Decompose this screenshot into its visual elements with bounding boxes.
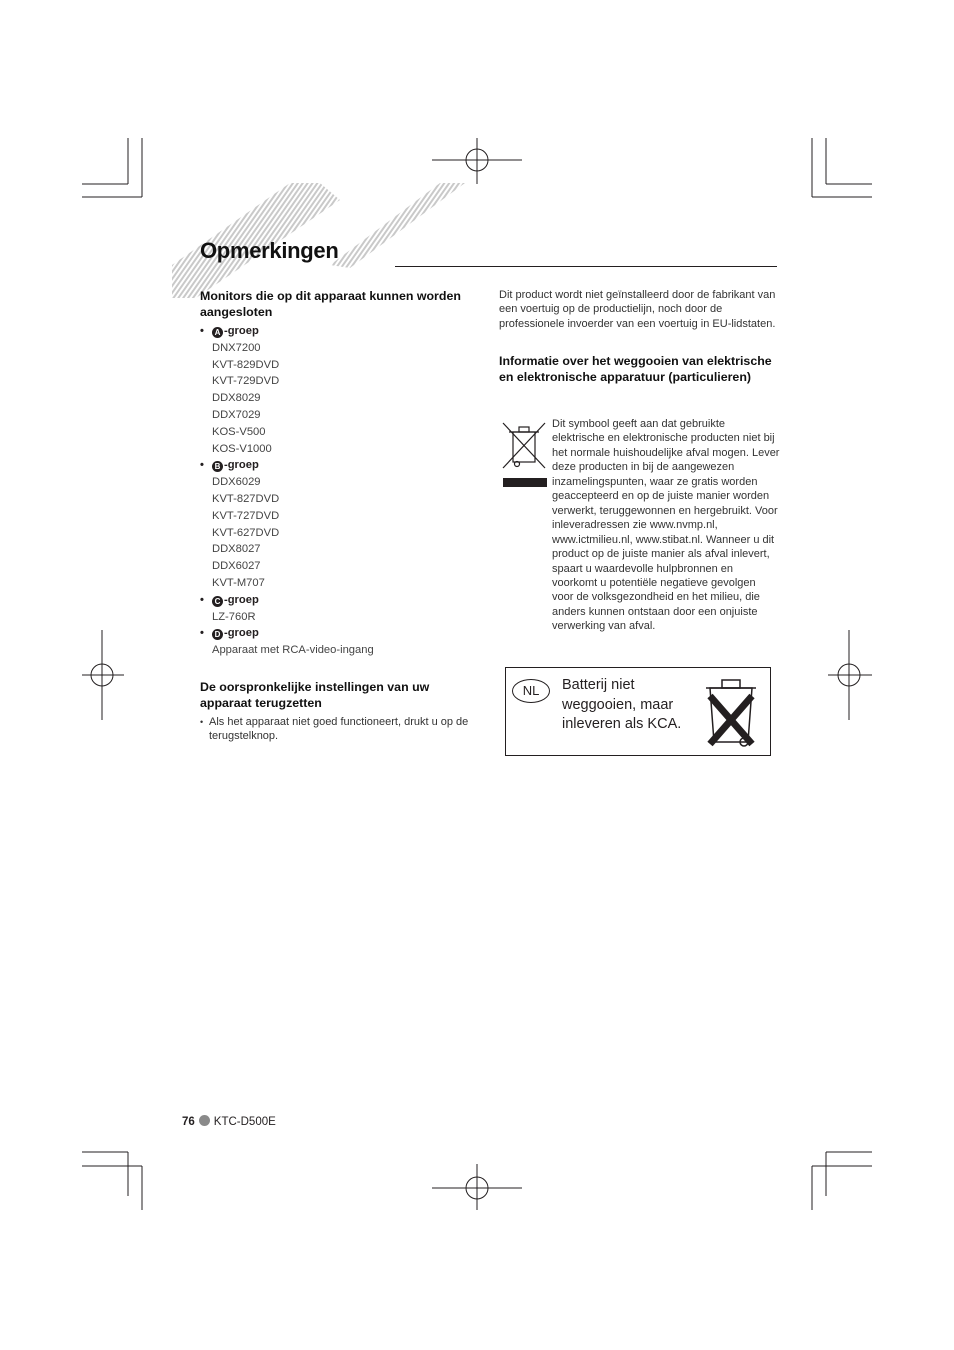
page-title: Opmerkingen xyxy=(200,238,339,263)
model-item: KVT-829DVD xyxy=(212,358,280,371)
model-item: KVT-627DVD xyxy=(212,526,280,539)
group-label: -groep xyxy=(224,325,259,337)
nl-badge: NL xyxy=(512,679,550,703)
group-badge: A xyxy=(212,327,223,338)
group-label: -groep xyxy=(224,627,259,640)
page-footer xyxy=(182,1115,276,1128)
kca-text: Batterij niet weggooien, maar inleveren als KCA. xyxy=(562,677,682,732)
reset-bullet: • Als het apparaat niet goed functioneert, drukt u op de terugstelknop. xyxy=(200,715,480,744)
model-item: Apparaat met RCA-video-ingang xyxy=(212,644,374,657)
model-item: DDX6029 xyxy=(212,476,261,489)
page-number: 76 xyxy=(182,1116,195,1128)
right-column xyxy=(499,288,779,385)
title-rule xyxy=(395,266,777,267)
model-item: LZ-760R xyxy=(212,610,256,623)
reset-heading: De oorspronkelijke instellingen van uw apparaat terugzetten xyxy=(200,679,430,710)
group-c: • C -groep LZ-760R xyxy=(200,592,480,626)
group-badge: D xyxy=(212,629,223,640)
group-a: • A -groep DNX7200 KVT-829DVD KVT-729DVD DDX8029 DDX7029 KOS-V500 KOS-V1000 xyxy=(200,323,480,457)
monitors-heading: Monitors die op dit apparaat kunnen worden aangesloten xyxy=(200,289,461,319)
crossed-out-wheelie-bin-icon xyxy=(501,420,549,490)
model-item: KVT-729DVD xyxy=(212,375,280,388)
model-item: KOS-V1000 xyxy=(212,442,272,455)
footer-dot xyxy=(199,1115,210,1126)
battery-bin-crossed-icon xyxy=(700,674,762,750)
model-item: KVT-827DVD xyxy=(212,492,280,505)
left-column xyxy=(200,288,480,744)
weee-heading: Informatie over het weggooien van elektrische en elektronische apparatuur (particulieren) xyxy=(499,354,772,385)
model-item: DDX7029 xyxy=(212,408,261,421)
group-b: • B -groep DDX6029 KVT-827DVD KVT-727DVD KVT-627DVD DDX8027 DDX6027 KVT-M707 xyxy=(200,457,480,591)
model-item: DDX8027 xyxy=(212,543,261,556)
group-label: -groep xyxy=(224,593,259,606)
weee-paragraph: Dit symbool geeft aan dat gebruikte elektrische en elektronische producten niet bij het normale huishoudelijke afval mogen. Lever deze producten in bij de aangewezen inzamelingspunten, waar ze gratis worden geaccepteerd en op de juiste manier worden verwerkt, teruggewonnen en hergebruikt. Voor inleveradressen zie www.nvmp.nl, www.ictmilieu.nl, www.stibat.nl. Wanneer u dit product op de juiste manier als afval inlevert, spaart u waardevolle hulpbronnen en voorkomt u potentiële negatieve gevolgen voor de volksgezondheid en het milieu, die anders kunnen ontstaan door een onjuiste verwerking van afval. xyxy=(552,418,780,633)
model-item: DDX8029 xyxy=(212,392,261,405)
model-name: KTC-D500E xyxy=(213,1116,276,1128)
model-item: KVT-727DVD xyxy=(212,509,280,522)
monitor-groups xyxy=(200,323,480,659)
group-badge: B xyxy=(212,461,223,472)
model-item: DNX7200 xyxy=(212,341,261,354)
model-item: DDX6027 xyxy=(212,560,261,573)
model-item: KOS-V500 xyxy=(212,425,266,438)
group-badge: C xyxy=(212,596,223,607)
group-label: -groep xyxy=(224,459,259,472)
model-item: KVT-M707 xyxy=(212,576,265,589)
group-d: • D -groep Apparaat met RCA-video-ingang xyxy=(200,625,480,659)
intro-paragraph: Dit product wordt niet geïnstalleerd door de fabrikant van een voertuig op de productielijn, noch door de professionele invoerder van een voertuig in EU-lidstaten. xyxy=(499,289,776,330)
